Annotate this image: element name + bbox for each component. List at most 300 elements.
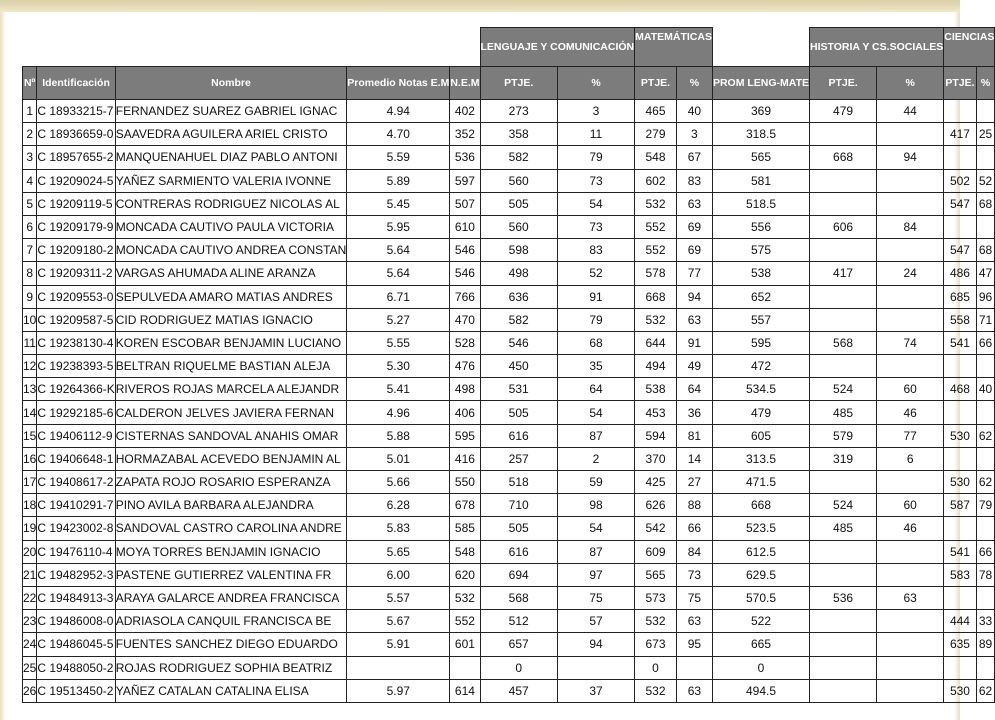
cell-mate-ptje: 573 — [635, 586, 677, 609]
cell-num: 25 — [23, 656, 37, 679]
cell-cien-ptje: 486 — [944, 262, 976, 285]
cell-mate-pct: 73 — [676, 563, 712, 586]
cell-promedio: 6.28 — [347, 494, 450, 517]
cell-leng-ptje: 616 — [480, 540, 557, 563]
cell-leng-ptje: 616 — [480, 424, 557, 447]
cell-leng-pct: 79 — [557, 146, 634, 169]
cell-promedio: 5.27 — [347, 308, 450, 331]
cell-prom: 652 — [712, 285, 809, 308]
cell-mate-ptje: 538 — [635, 378, 677, 401]
cell-num: 23 — [23, 610, 37, 633]
cell-prom: 471.5 — [712, 471, 809, 494]
cell-num: 22 — [23, 586, 37, 609]
cell-mate-pct: 88 — [676, 494, 712, 517]
cell-nem: 352 — [450, 123, 480, 146]
cell-num: 8 — [23, 262, 37, 285]
cell-promedio: 5.45 — [347, 192, 450, 215]
cell-prom: 668 — [712, 494, 809, 517]
cell-hist-pct — [877, 239, 944, 262]
table-row — [23, 586, 995, 609]
cell-leng-pct: 52 — [557, 262, 634, 285]
cell-prom: 538 — [712, 262, 809, 285]
column-header-num: Nº — [23, 67, 37, 100]
cell-hist-pct — [877, 355, 944, 378]
cell-leng-pct: 54 — [557, 517, 634, 540]
cell-cien-ptje: 635 — [944, 633, 976, 656]
cell-prom: 556 — [712, 215, 809, 238]
cell-prom: 605 — [712, 424, 809, 447]
cell-mate-ptje: 425 — [635, 471, 677, 494]
cell-num: 2 — [23, 123, 37, 146]
cell-hist-pct: 94 — [877, 146, 944, 169]
cell-nem — [450, 656, 480, 679]
cell-mate-pct: 84 — [676, 540, 712, 563]
cell-cien-pct — [976, 447, 995, 470]
cell-cien-pct — [976, 656, 995, 679]
cell-name: HORMAZABAL ACEVEDO BENJAMIN AL — [115, 447, 346, 470]
cell-leng-ptje: 498 — [480, 262, 557, 285]
cell-hist-pct: 74 — [877, 331, 944, 354]
cell-promedio: 5.64 — [347, 262, 450, 285]
cell-prom: 479 — [712, 401, 809, 424]
cell-hist-pct: 60 — [877, 378, 944, 401]
cell-nem: 585 — [450, 517, 480, 540]
table-row — [23, 633, 995, 656]
cell-mate-pct: 14 — [676, 447, 712, 470]
cell-name: YAÑEZ SARMIENTO VALERIA IVONNE — [115, 169, 346, 192]
cell-prom: 595 — [712, 331, 809, 354]
table-row — [23, 308, 995, 331]
cell-nem: 546 — [450, 239, 480, 262]
cell-leng-pct: 57 — [557, 610, 634, 633]
cell-mate-pct: 63 — [676, 308, 712, 331]
cell-cien-ptje — [944, 447, 976, 470]
cell-prom: 581 — [712, 169, 809, 192]
cell-promedio: 5.95 — [347, 215, 450, 238]
cell-mate-pct: 49 — [676, 355, 712, 378]
cell-hist-pct: 46 — [877, 401, 944, 424]
table-row — [23, 215, 995, 238]
cell-cien-ptje: 547 — [944, 239, 976, 262]
cell-cien-pct: 89 — [976, 633, 995, 656]
cell-name: KOREN ESCOBAR BENJAMIN LUCIANO — [115, 331, 346, 354]
column-header-nem: N.E.M — [450, 67, 480, 100]
cell-leng-pct: 91 — [557, 285, 634, 308]
cell-leng-pct: 79 — [557, 308, 634, 331]
table-row — [23, 262, 995, 285]
cell-num: 16 — [23, 447, 37, 470]
cell-cien-pct — [976, 355, 995, 378]
cell-cien-pct — [976, 517, 995, 540]
cell-hist-pct — [877, 633, 944, 656]
cell-name: MONCADA CAUTIVO PAULA VICTORIA — [115, 215, 346, 238]
column-header-leng-ptje: PTJE. — [480, 67, 557, 100]
column-header-hist-ptje: PTJE. — [810, 67, 877, 100]
cell-leng-ptje: 505 — [480, 401, 557, 424]
cell-promedio: 4.70 — [347, 123, 450, 146]
cell-nem: 476 — [450, 355, 480, 378]
column-header-row — [23, 67, 995, 100]
cell-hist-pct: 24 — [877, 262, 944, 285]
cell-nem: 766 — [450, 285, 480, 308]
table-row — [23, 378, 995, 401]
cell-leng-ptje: 657 — [480, 633, 557, 656]
cell-promedio: 5.88 — [347, 424, 450, 447]
cell-nem: 610 — [450, 215, 480, 238]
cell-num: 11 — [23, 331, 37, 354]
cell-mate-ptje: 532 — [635, 610, 677, 633]
table-row — [23, 540, 995, 563]
cell-name: MONCADA CAUTIVO ANDREA CONSTAN — [115, 239, 346, 262]
cell-hist-pct — [877, 308, 944, 331]
cell-hist-ptje — [810, 679, 877, 702]
cell-cien-pct: 68 — [976, 192, 995, 215]
cell-num: 6 — [23, 215, 37, 238]
cell-id: C 18957655-2 — [37, 146, 115, 169]
table-row — [23, 610, 995, 633]
cell-mate-ptje: 602 — [635, 169, 677, 192]
cell-leng-ptje: 560 — [480, 169, 557, 192]
cell-name: SEPULVEDA AMARO MATIAS ANDRES — [115, 285, 346, 308]
table-row — [23, 239, 995, 262]
cell-prom: 472 — [712, 355, 809, 378]
cell-name: CONTRERAS RODRIGUEZ NICOLAS AL — [115, 192, 346, 215]
cell-mate-pct: 40 — [676, 100, 712, 123]
cell-cien-pct: 71 — [976, 308, 995, 331]
cell-prom: 612.5 — [712, 540, 809, 563]
cell-leng-ptje: 512 — [480, 610, 557, 633]
cell-hist-ptje — [810, 123, 877, 146]
cell-num: 15 — [23, 424, 37, 447]
table-row — [23, 447, 995, 470]
cell-cien-ptje — [944, 146, 976, 169]
cell-leng-ptje: 546 — [480, 331, 557, 354]
cell-num: 14 — [23, 401, 37, 424]
cell-id: C 19238393-5 — [37, 355, 115, 378]
cell-name: ROJAS RODRIGUEZ SOPHIA BEATRIZ — [115, 656, 346, 679]
cell-name: PINO AVILA BARBARA ALEJANDRA — [115, 494, 346, 517]
cell-leng-pct: 59 — [557, 471, 634, 494]
cell-nem: 416 — [450, 447, 480, 470]
cell-mate-ptje: 465 — [635, 100, 677, 123]
group-header-spacer — [23, 28, 481, 67]
cell-mate-ptje: 370 — [635, 447, 677, 470]
cell-num: 20 — [23, 540, 37, 563]
cell-promedio: 5.91 — [347, 633, 450, 656]
cell-nem: 402 — [450, 100, 480, 123]
cell-name: CID RODRIGUEZ MATIAS IGNACIO — [115, 308, 346, 331]
column-header-id: Identificación — [37, 67, 115, 100]
cell-mate-ptje: 0 — [635, 656, 677, 679]
cell-leng-ptje: 505 — [480, 517, 557, 540]
cell-cien-pct: 79 — [976, 494, 995, 517]
cell-mate-pct: 94 — [676, 285, 712, 308]
cell-promedio: 5.66 — [347, 471, 450, 494]
cell-prom: 0 — [712, 656, 809, 679]
column-header-name: Nombre — [115, 67, 346, 100]
cell-num: 19 — [23, 517, 37, 540]
cell-leng-ptje: 694 — [480, 563, 557, 586]
cell-cien-pct — [976, 146, 995, 169]
cell-hist-ptje — [810, 308, 877, 331]
table-row — [23, 100, 995, 123]
cell-hist-ptje: 568 — [810, 331, 877, 354]
cell-prom: 494.5 — [712, 679, 809, 702]
cell-cien-ptje: 530 — [944, 679, 976, 702]
cell-leng-pct: 75 — [557, 586, 634, 609]
cell-mate-ptje: 626 — [635, 494, 677, 517]
table-row — [23, 285, 995, 308]
cell-num: 26 — [23, 679, 37, 702]
cell-mate-ptje: 532 — [635, 192, 677, 215]
cell-cien-ptje: 417 — [944, 123, 976, 146]
cell-id: C 19209119-5 — [37, 192, 115, 215]
cell-cien-ptje: 547 — [944, 192, 976, 215]
grades-table — [22, 27, 995, 703]
cell-num: 4 — [23, 169, 37, 192]
left-decorative-edge — [0, 12, 6, 720]
cell-cien-pct — [976, 401, 995, 424]
table-row — [23, 517, 995, 540]
cell-cien-pct: 62 — [976, 679, 995, 702]
cell-id: C 19209180-2 — [37, 239, 115, 262]
cell-cien-ptje: 530 — [944, 424, 976, 447]
cell-leng-pct — [557, 656, 634, 679]
cell-hist-pct — [877, 123, 944, 146]
cell-mate-pct: 91 — [676, 331, 712, 354]
cell-leng-pct: 11 — [557, 123, 634, 146]
cell-mate-pct: 63 — [676, 610, 712, 633]
cell-hist-ptje — [810, 355, 877, 378]
cell-mate-ptje: 594 — [635, 424, 677, 447]
cell-nem: 620 — [450, 563, 480, 586]
cell-nem: 552 — [450, 610, 480, 633]
cell-id: C 19209553-0 — [37, 285, 115, 308]
cell-cien-pct: 68 — [976, 239, 995, 262]
cell-cien-pct: 33 — [976, 610, 995, 633]
cell-hist-pct: 44 — [877, 100, 944, 123]
cell-id: C 18936659-0 — [37, 123, 115, 146]
cell-promedio: 5.30 — [347, 355, 450, 378]
cell-nem: 601 — [450, 633, 480, 656]
cell-num: 10 — [23, 308, 37, 331]
cell-id: C 19476110-4 — [37, 540, 115, 563]
cell-nem: 532 — [450, 586, 480, 609]
cell-hist-ptje — [810, 192, 877, 215]
cell-num: 13 — [23, 378, 37, 401]
cell-promedio: 5.97 — [347, 679, 450, 702]
cell-leng-ptje: 531 — [480, 378, 557, 401]
cell-mate-pct — [676, 656, 712, 679]
cell-hist-pct: 60 — [877, 494, 944, 517]
cell-id: C 19406112-9 — [37, 424, 115, 447]
cell-mate-ptje: 542 — [635, 517, 677, 540]
cell-name: CISTERNAS SANDOVAL ANAHIS OMAR — [115, 424, 346, 447]
cell-hist-ptje: 485 — [810, 517, 877, 540]
cell-name: SAAVEDRA AGUILERA ARIEL CRISTO — [115, 123, 346, 146]
cell-hist-ptje — [810, 169, 877, 192]
table-row — [23, 424, 995, 447]
cell-cien-ptje — [944, 586, 976, 609]
table-row — [23, 471, 995, 494]
cell-cien-ptje — [944, 401, 976, 424]
cell-cien-pct: 25 — [976, 123, 995, 146]
cell-id: C 19423002-8 — [37, 517, 115, 540]
cell-prom: 369 — [712, 100, 809, 123]
cell-id: C 19406648-1 — [37, 447, 115, 470]
cell-hist-pct — [877, 192, 944, 215]
group-header-lenguaje: LENGUAJE Y COMUNICACIÓN — [480, 28, 635, 67]
cell-leng-ptje: 582 — [480, 308, 557, 331]
cell-cien-ptje — [944, 100, 976, 123]
cell-hist-pct: 46 — [877, 517, 944, 540]
cell-leng-pct: 64 — [557, 378, 634, 401]
cell-nem: 678 — [450, 494, 480, 517]
cell-leng-ptje: 358 — [480, 123, 557, 146]
cell-hist-pct — [877, 471, 944, 494]
cell-mate-pct: 63 — [676, 679, 712, 702]
table-row — [23, 494, 995, 517]
cell-prom: 523.5 — [712, 517, 809, 540]
cell-promedio: 5.57 — [347, 586, 450, 609]
column-header-prom: PROM LENG-MATE — [712, 67, 809, 100]
cell-leng-pct: 94 — [557, 633, 634, 656]
cell-leng-ptje: 450 — [480, 355, 557, 378]
cell-prom: 570.5 — [712, 586, 809, 609]
cell-mate-pct: 36 — [676, 401, 712, 424]
cell-cien-pct: 62 — [976, 424, 995, 447]
cell-name: BELTRAN RIQUELME BASTIAN ALEJA — [115, 355, 346, 378]
cell-cien-ptje — [944, 355, 976, 378]
cell-promedio: 5.83 — [347, 517, 450, 540]
cell-cien-ptje: 541 — [944, 540, 976, 563]
cell-num: 17 — [23, 471, 37, 494]
table-row — [23, 563, 995, 586]
cell-leng-ptje: 568 — [480, 586, 557, 609]
cell-cien-ptje — [944, 215, 976, 238]
column-header-mate-pct: % — [676, 67, 712, 100]
cell-mate-ptje: 279 — [635, 123, 677, 146]
cell-mate-pct: 3 — [676, 123, 712, 146]
cell-cien-pct — [976, 586, 995, 609]
cell-num: 24 — [23, 633, 37, 656]
cell-name: FUENTES SANCHEZ DIEGO EDUARDO — [115, 633, 346, 656]
cell-nem: 614 — [450, 679, 480, 702]
cell-mate-pct: 66 — [676, 517, 712, 540]
cell-hist-ptje — [810, 540, 877, 563]
cell-cien-pct — [976, 100, 995, 123]
cell-hist-pct — [877, 285, 944, 308]
cell-nem: 595 — [450, 424, 480, 447]
cell-hist-pct: 84 — [877, 215, 944, 238]
cell-mate-pct: 69 — [676, 239, 712, 262]
cell-leng-pct: 97 — [557, 563, 634, 586]
cell-hist-ptje: 579 — [810, 424, 877, 447]
cell-cien-ptje — [944, 517, 976, 540]
cell-leng-pct: 3 — [557, 100, 634, 123]
cell-id: C 19513450-2 — [37, 679, 115, 702]
cell-cien-ptje: 444 — [944, 610, 976, 633]
cell-hist-ptje — [810, 610, 877, 633]
cell-hist-ptje: 524 — [810, 378, 877, 401]
cell-hist-ptje — [810, 239, 877, 262]
cell-prom: 313.5 — [712, 447, 809, 470]
cell-mate-pct: 95 — [676, 633, 712, 656]
cell-promedio — [347, 656, 450, 679]
cell-promedio: 5.59 — [347, 146, 450, 169]
cell-mate-pct: 64 — [676, 378, 712, 401]
cell-promedio: 6.71 — [347, 285, 450, 308]
cell-promedio: 5.64 — [347, 239, 450, 262]
table-row — [23, 355, 995, 378]
cell-name: ZAPATA ROJO ROSARIO ESPERANZA — [115, 471, 346, 494]
cell-promedio: 4.94 — [347, 100, 450, 123]
cell-nem: 597 — [450, 169, 480, 192]
cell-nem: 528 — [450, 331, 480, 354]
cell-prom: 665 — [712, 633, 809, 656]
cell-cien-ptje: 502 — [944, 169, 976, 192]
cell-leng-pct: 54 — [557, 401, 634, 424]
cell-mate-ptje: 548 — [635, 146, 677, 169]
cell-cien-pct: 40 — [976, 378, 995, 401]
cell-hist-ptje: 524 — [810, 494, 877, 517]
cell-nem: 406 — [450, 401, 480, 424]
top-decorative-band — [0, 0, 960, 12]
cell-leng-pct: 98 — [557, 494, 634, 517]
cell-leng-ptje: 257 — [480, 447, 557, 470]
column-header-leng-pct: % — [557, 67, 634, 100]
cell-id: C 19238130-4 — [37, 331, 115, 354]
cell-mate-pct: 63 — [676, 192, 712, 215]
cell-mate-pct: 77 — [676, 262, 712, 285]
cell-mate-pct: 83 — [676, 169, 712, 192]
cell-num: 3 — [23, 146, 37, 169]
cell-mate-pct: 67 — [676, 146, 712, 169]
cell-hist-pct — [877, 540, 944, 563]
cell-id: C 19488050-2 — [37, 656, 115, 679]
cell-cien-pct: 66 — [976, 540, 995, 563]
cell-leng-ptje: 582 — [480, 146, 557, 169]
cell-hist-ptje: 668 — [810, 146, 877, 169]
cell-cien-ptje: 587 — [944, 494, 976, 517]
cell-leng-pct: 73 — [557, 169, 634, 192]
cell-hist-pct — [877, 610, 944, 633]
cell-leng-pct: 35 — [557, 355, 634, 378]
cell-hist-ptje: 485 — [810, 401, 877, 424]
cell-hist-pct — [877, 563, 944, 586]
table-row — [23, 146, 995, 169]
cell-hist-pct — [877, 679, 944, 702]
cell-hist-ptje: 536 — [810, 586, 877, 609]
cell-cien-pct: 47 — [976, 262, 995, 285]
cell-name: RIVEROS ROJAS MARCELA ALEJANDR — [115, 378, 346, 401]
table-row — [23, 656, 995, 679]
cell-name: FERNANDEZ SUAREZ GABRIEL IGNAC — [115, 100, 346, 123]
grades-table-body — [23, 100, 995, 703]
cell-mate-ptje: 552 — [635, 215, 677, 238]
cell-mate-ptje: 453 — [635, 401, 677, 424]
table-row — [23, 192, 995, 215]
cell-num: 9 — [23, 285, 37, 308]
cell-promedio: 4.96 — [347, 401, 450, 424]
cell-prom: 629.5 — [712, 563, 809, 586]
cell-mate-ptje: 532 — [635, 679, 677, 702]
cell-leng-ptje: 518 — [480, 471, 557, 494]
cell-name: VARGAS AHUMADA ALINE ARANZA — [115, 262, 346, 285]
table-row — [23, 679, 995, 702]
column-header-promedio: Promedio Notas E.M — [347, 67, 450, 100]
cell-leng-pct: 83 — [557, 239, 634, 262]
